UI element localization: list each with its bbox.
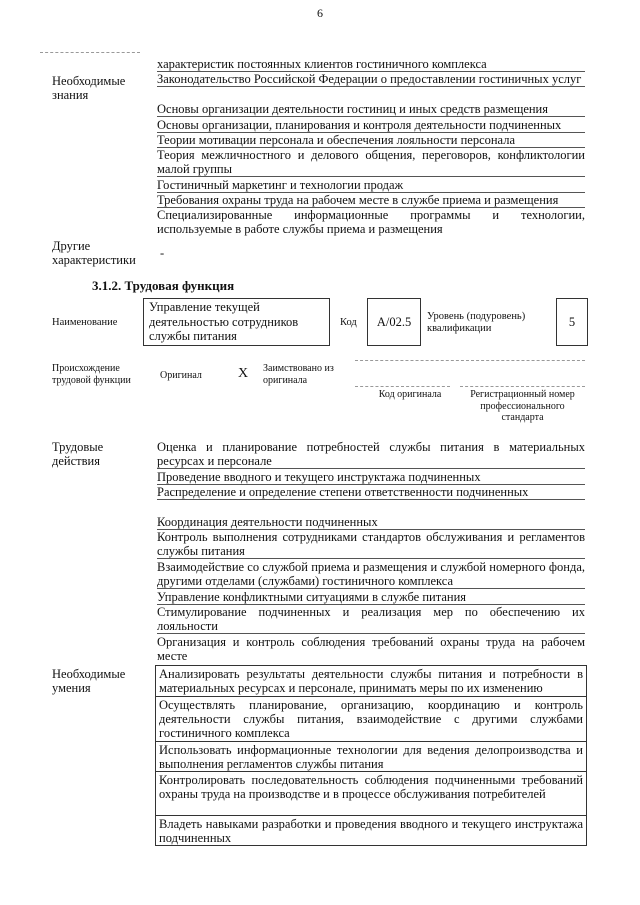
name-label: Наименование	[52, 317, 118, 328]
original-label: Оригинал	[160, 370, 202, 381]
action-item: Стимулирование подчиненных и реализация мер по обеспечению их лояльности	[157, 605, 585, 634]
knowledge-item: характеристик постоянных клиентов гостиничного комплекса	[157, 57, 585, 72]
level-value: 5	[568, 315, 576, 329]
code-label: Код	[340, 317, 357, 328]
actions-label: Трудовые действия	[52, 440, 104, 468]
function-heading: 3.1.2. Трудовая функция	[92, 278, 235, 293]
knowledge-item: Теории мотивации персонала и обеспечения лояльности персонала	[157, 133, 585, 148]
action-item: Взаимодействие со службой приема и размещения и службой номерного фонда, другими отделами (службами) гостиничного комплекса	[157, 560, 585, 589]
knowledge-item: Законодательство Российской Федерации о предоставлении гостиничных услуг	[157, 72, 585, 87]
knowledge-item: Требования охраны труда на рабочем месте в службе приема и размещения	[157, 193, 585, 208]
skill-item: Использовать информационные технологии для ведения делопроизводства и выполнения регламентов службы питания	[155, 742, 587, 772]
action-item: Проведение вводного и текущего инструктажа подчиненных	[157, 470, 585, 485]
page-number: 6	[317, 6, 323, 20]
knowledge-item: Основы организации деятельности гостиниц и иных средств размещения	[157, 102, 585, 117]
skills-label: Необходимые умения	[52, 667, 126, 695]
reg-number-caption: Регистрационный номер профессионального стандарта	[470, 389, 575, 423]
code-box	[367, 298, 421, 346]
knowledge-item: Основы организации, планирования и контроля деятельности подчиненных	[157, 118, 585, 133]
code-original-caption: Код оригинала	[378, 389, 442, 400]
skill-item: Анализировать результаты деятельности службы питания и потребности в материальных ресурсах и персонале, принимать меры по их изменению	[155, 665, 587, 697]
action-item: Распределение и определение степени ответственности подчиненных	[157, 485, 585, 500]
scan-dash	[40, 52, 140, 53]
knowledge-item: Специализированные информационные программы и технологии, используемые в работе службы приема и размещения	[157, 208, 585, 237]
knowledge-item: Гостиничный маркетинг и технологии продаж	[157, 178, 585, 193]
skill-item: Контролировать последовательность соблюдения подчиненными требований охраны труда на производстве и в процессе обслуживания потребителей	[155, 772, 587, 816]
knowledge-label: Необходимые знания	[52, 74, 126, 102]
skill-item: Владеть навыками разработки и проведения вводного и текущего инструктажа подчиненных	[155, 816, 587, 846]
code-original-line	[355, 386, 450, 387]
other-characteristics-value: -	[160, 246, 165, 260]
action-item: Управление конфликтными ситуациями в службе питания	[157, 590, 585, 605]
knowledge-item: Теория межличностного и делового общения, переговоров, конфликтологии малой группы	[157, 148, 585, 177]
action-item: Оценка и планирование потребностей службы питания в материальных ресурсах и персонале	[157, 440, 585, 469]
action-item: Координация деятельности подчиненных	[157, 515, 585, 530]
function-name-box	[143, 298, 330, 346]
reg-number-line	[460, 386, 585, 387]
origin-label: Происхождение трудовой функции	[52, 363, 131, 386]
level-label: Уровень (подуровень) квалификации	[427, 311, 526, 334]
other-characteristics-label: Другие характеристики	[52, 239, 136, 267]
skill-item: Осуществлять планирование, организацию, координацию и контроль деятельности службы питания, взаимодействие с другими службами гостиничного комплекса	[155, 697, 587, 742]
action-item: Организация и контроль соблюдения требований охраны труда на рабочем месте	[157, 635, 585, 664]
origin-dash	[355, 360, 585, 361]
level-box	[556, 298, 588, 346]
code-value: A/02.5	[376, 315, 412, 329]
function-name-value: Управление текущей деятельностью сотрудников службы питания	[149, 300, 299, 343]
borrowed-label: Заимствовано из оригинала	[263, 363, 334, 386]
action-item: Контроль выполнения сотрудниками стандартов обслуживания и регламентов службы питания	[157, 530, 585, 559]
original-mark: X	[238, 366, 249, 381]
